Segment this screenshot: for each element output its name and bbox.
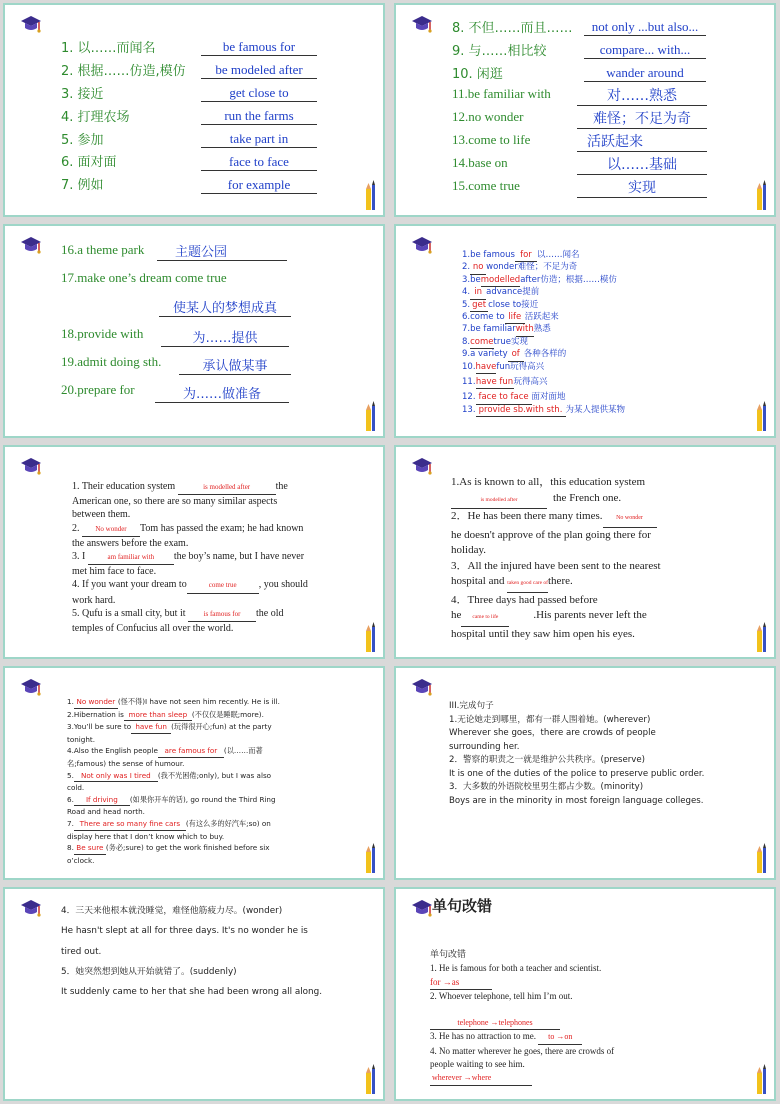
graduation-cap-icon [19, 13, 43, 37]
phrase-q: 9. 与……相比较 [452, 44, 547, 59]
phrase-en: for example [201, 177, 317, 194]
slide-6[interactable] [394, 445, 776, 659]
list-item: 11.have fun玩得高兴 [462, 377, 625, 389]
slide-1[interactable] [3, 3, 385, 217]
list-item: 13. provide sb.with sth. 为某人提供某物 [462, 405, 625, 417]
exercise-text: 1.As is known to all，this education system is modelled after the French one. 2．He has been there many times. No wonder he doesn't approve of the plan going there for holiday. 3．All the injured have been sent to the nearest hospital and taken good care ofthere. 4．Three days had passed before he came to life .His parents never left the hospital until they saw him open his eyes. [451, 476, 661, 640]
graduation-cap-icon [410, 897, 434, 921]
phrase-en: get close to [201, 85, 317, 102]
list-item: 8.cometrue实现 [462, 337, 625, 349]
phrase-a: 难怪；不足为奇 [577, 108, 707, 129]
phrase-zh: 5. 参加 [61, 133, 104, 148]
exercise-text: 1. No wonder (怪不得)I have not seen him recently. He is ill. 2.Hibernation is more than sleep (不仅仅是睡眠;more). 3.You’ll be sure to have fun (玩得很开心;fun) at the party tonight. 4.Also the English people are famous for (以……而著 名;famous) the sense of humour. 5. Not only was I tired (我不光困倦;only), but I was also cold. 6. If driving (如果你开车的话), go round the Third Ring Road and head north. 7. There are so many fine cars (有这么多的好汽车;so) on display here that I don’t know which to buy. 8. Be sure (务必;sure) to get the work finished before six o’clock. [67, 697, 280, 865]
graduation-cap-icon [410, 234, 434, 258]
list-item: 12. face to face 面对面地 [462, 392, 625, 404]
exercise-text: III.完成句子 1.无论她走到哪里，都有一群人围着她。(wherever) Wherever she goes，there are crowds of people surrounding her. 2．警察的职责之一就是维护公共秩序。(preserve) It is one of the duties of the police to preserve public order. 3．大多数的外语院校里男生都占少数。(minority) Boys are in the minority in most foreign language colleges. [449, 701, 705, 806]
graduation-cap-icon [19, 897, 43, 921]
pencils-icon [756, 400, 768, 432]
graduation-cap-icon [410, 676, 434, 700]
exercise-text: 1. Their education system is modelled after the American one, so there are so many similar aspects between them. 2. No wonder Tom has passed the exam; he had known the answers before the exam. 3. I am familiar with the boy’s name, but I have never met him face to face. 4. If you want your dream to come true , you should work hard. 5. Qufu is a small city, but it is famous for the old temples of Confucius all over the world. [72, 481, 308, 635]
list-item: 2. no wonder难怪；不足为奇 [462, 262, 625, 274]
phrase-a: compare... with... [584, 42, 706, 59]
phrase-a: 承认做某事 [179, 355, 291, 375]
phrase-list [462, 250, 625, 417]
phrase-q: 10. 闲逛 [452, 67, 503, 82]
phrase-en: be modeled after [201, 62, 317, 79]
phrase-q: 15.come true [452, 178, 520, 193]
phrase-a: 主题公园 [157, 241, 287, 261]
list-item: 1.be famous for 以……闻名 [462, 250, 625, 262]
phrase-zh: 4. 打理农场 [61, 110, 130, 125]
phrase-zh: 1. 以……而闻名 [61, 41, 156, 56]
phrase-zh: 3. 接近 [61, 87, 104, 102]
graduation-cap-icon [19, 676, 43, 700]
list-item: 10.havefun玩得高兴 [462, 362, 625, 374]
phrase-a: wander around [584, 65, 706, 82]
phrase-en: face to face [201, 154, 317, 171]
phrase-a: 对……熟悉 [577, 85, 707, 106]
phrase-a: 为……提供 [161, 327, 289, 347]
phrase-q: 20.prepare for [61, 382, 135, 397]
phrase-q: 13.come to life [452, 132, 531, 147]
exercise-text: 4．三天来他根本就没睡觉，难怪他筋疲力尽。(wonder) He hasn't slept at all for three days. It's no wonder he is tired out. 5．她突然想到她从开始就错了。(suddenly) It suddenly came to her that she had been wrong all along. [61, 906, 322, 998]
list-item: 7.be familiarwith熟悉 [462, 324, 625, 336]
graduation-cap-icon [410, 455, 434, 479]
phrase-a: 以……基础 [577, 154, 707, 175]
phrase-zh: 2. 根据……仿造,模仿 [61, 64, 186, 79]
list-item: 5. get close to接近 [462, 300, 625, 312]
list-item: 4. in advance提前 [462, 287, 625, 299]
phrase-en: take part in [201, 131, 317, 148]
graduation-cap-icon [19, 234, 43, 258]
pencils-icon [365, 842, 377, 874]
phrase-a: 使某人的梦想成真 [159, 297, 291, 317]
exercise-text: 单句改错 1. He is famous for both a teacher and scientist. for →as 2. Whoever telephone, tell him I’m out. telephone →telephones 3. He has no attraction to me. to →on 4. No matter wherever he goes, there are crowds of people waiting to see him. wherever →where [430, 949, 614, 1086]
pencils-icon [365, 179, 377, 211]
pencils-icon [365, 621, 377, 653]
pencils-icon [365, 400, 377, 432]
phrase-zh: 6. 面对面 [61, 155, 117, 170]
slide-5[interactable] [3, 445, 385, 659]
pencils-icon [756, 842, 768, 874]
phrase-q: 18.provide with [61, 326, 144, 341]
phrase-q: 11.be familiar with [452, 86, 551, 101]
pencils-icon [756, 621, 768, 653]
slide-title: 单句改错 [432, 897, 493, 915]
phrase-zh: 7. 例如 [61, 178, 104, 193]
pencils-icon [365, 1063, 377, 1095]
graduation-cap-icon [410, 13, 434, 37]
phrase-q: 12.no wonder [452, 109, 524, 124]
graduation-cap-icon [19, 455, 43, 479]
phrase-q: 17.make one’s dream come true [61, 270, 227, 285]
phrase-a: 为……做准备 [155, 383, 289, 403]
phrase-a: 实现 [577, 177, 707, 198]
phrase-a: 活跃起来 [577, 131, 707, 152]
list-item: 9.a variety of 各种各样的 [462, 349, 625, 361]
phrase-q: 14.base on [452, 155, 508, 170]
phrase-en: run the farms [201, 108, 317, 125]
pencils-icon [756, 179, 768, 211]
phrase-q: 19.admit doing sth. [61, 354, 162, 369]
phrase-q: 8. 不但……而且…… [452, 21, 573, 36]
list-item: 3.bemodelledafter仿造；根据……模仿 [462, 275, 625, 287]
phrase-a: not only ...but also... [584, 19, 706, 36]
slide-10[interactable] [394, 887, 776, 1101]
slide-7[interactable] [3, 666, 385, 880]
slide-4[interactable] [394, 224, 776, 438]
slide-2[interactable] [394, 3, 776, 217]
slide-9[interactable] [3, 887, 385, 1101]
phrase-q: 16.a theme park [61, 242, 145, 257]
phrase-en: be famous for [201, 39, 317, 56]
slide-3[interactable] [3, 224, 385, 438]
slide-8[interactable] [394, 666, 776, 880]
pencils-icon [756, 1063, 768, 1095]
list-item: 6.come to life 活跃起来 [462, 312, 625, 324]
